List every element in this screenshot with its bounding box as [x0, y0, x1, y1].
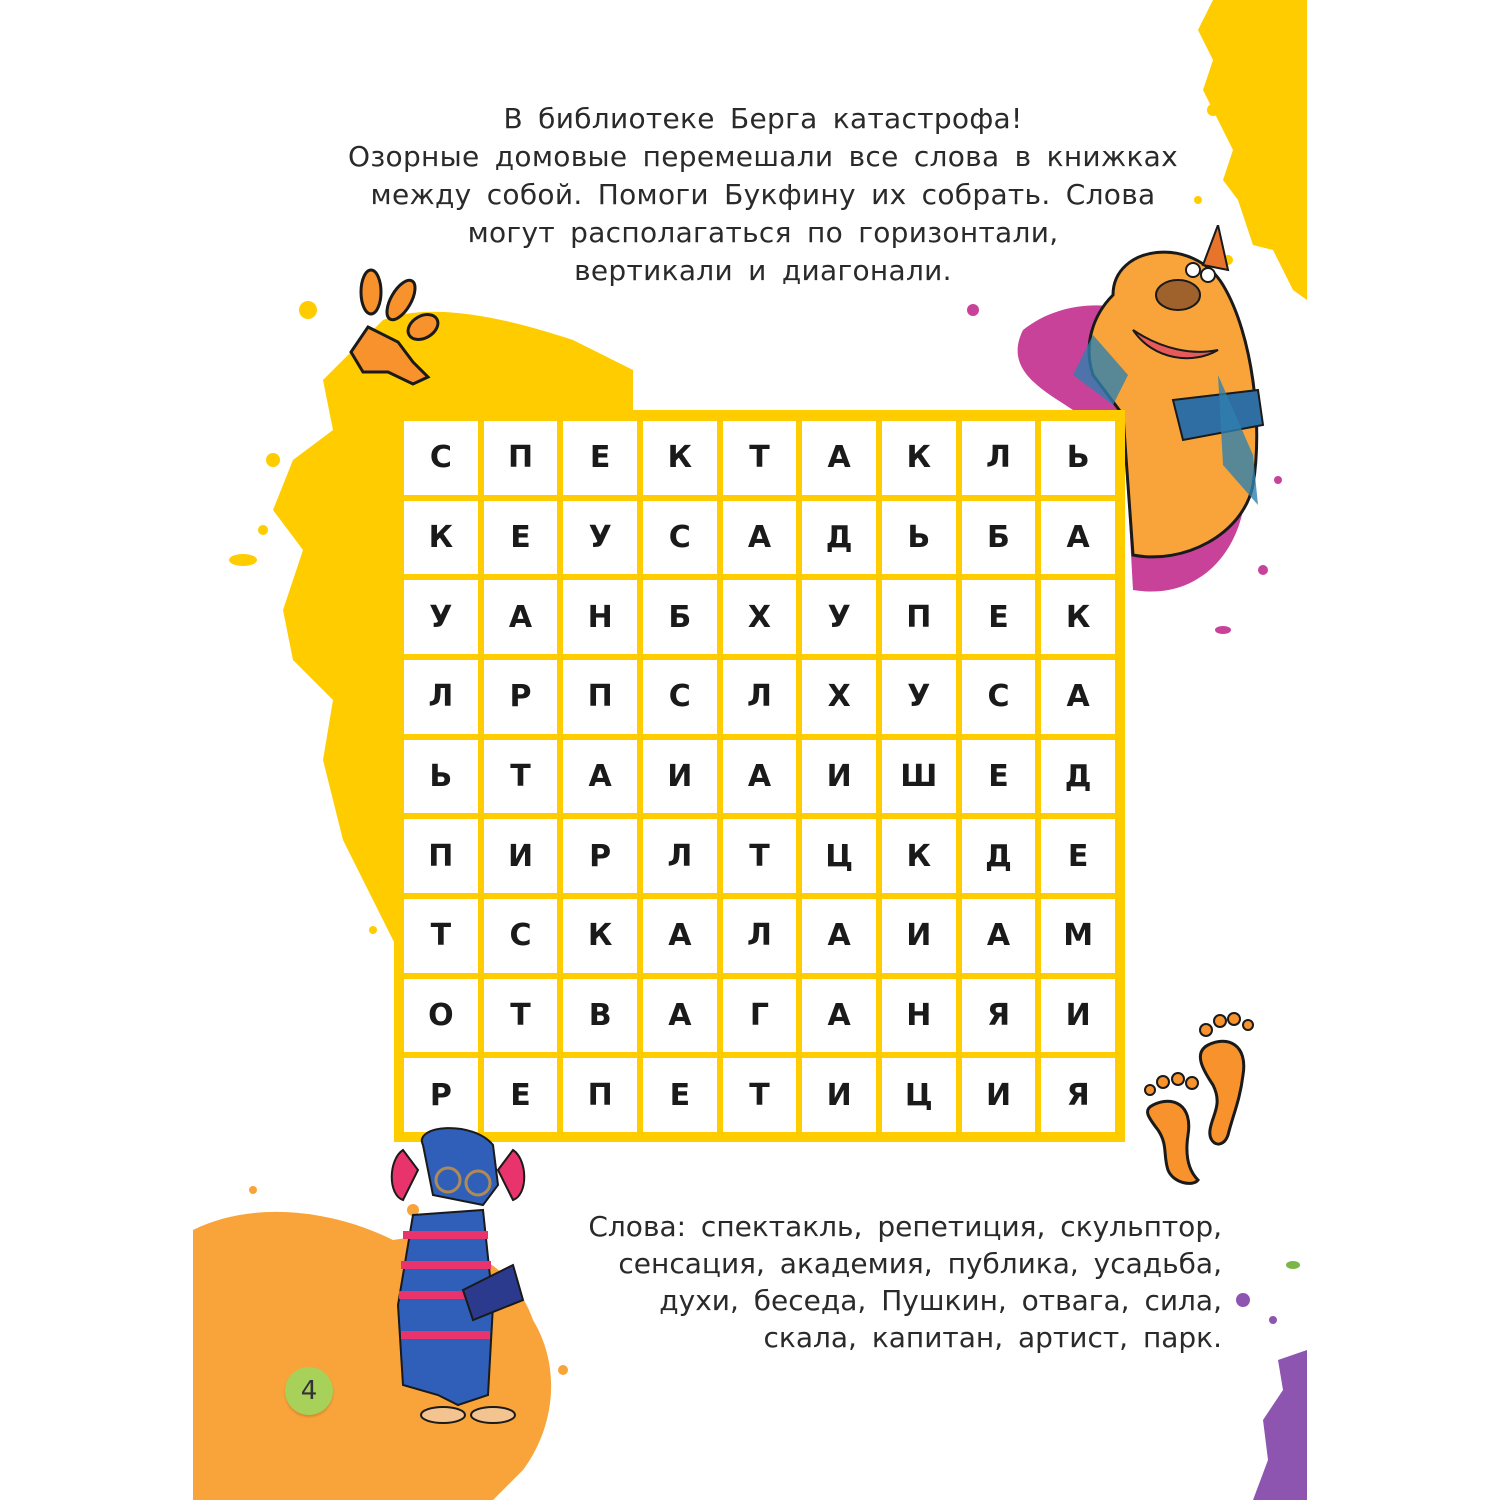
grid-cell[interactable]: У — [882, 660, 956, 734]
grid-cell[interactable]: Ц — [802, 819, 876, 893]
grid-cell[interactable]: П — [882, 580, 956, 654]
grid-cell[interactable]: М — [1041, 899, 1115, 973]
grid-cell[interactable]: И — [882, 899, 956, 973]
instructions-line: Озорные домовые перемешали все слова в книжках — [348, 140, 1178, 173]
grid-cell[interactable]: Л — [962, 421, 1036, 495]
grid-cell[interactable]: Х — [723, 580, 797, 654]
grid-cell[interactable]: И — [643, 740, 717, 814]
purple-paint-splash — [1233, 1240, 1307, 1500]
grid-cell[interactable]: Л — [723, 899, 797, 973]
handprint-icon — [333, 262, 443, 387]
grid-cell[interactable]: Т — [723, 819, 797, 893]
grid-cell[interactable]: В — [563, 979, 637, 1053]
grid-cell[interactable]: Д — [962, 819, 1036, 893]
instructions-line: вертикали и диагонали. — [574, 254, 952, 287]
grid-cell[interactable]: О — [404, 979, 478, 1053]
grid-cell[interactable]: А — [723, 740, 797, 814]
grid-cell[interactable]: Л — [723, 660, 797, 734]
grid-cell[interactable]: К — [882, 819, 956, 893]
grid-cell[interactable]: С — [484, 899, 558, 973]
grid-cell[interactable]: К — [563, 899, 637, 973]
grid-cell[interactable]: С — [643, 660, 717, 734]
grid-cell[interactable]: А — [1041, 660, 1115, 734]
grid-cell[interactable]: Н — [563, 580, 637, 654]
grid-cell[interactable]: Т — [484, 740, 558, 814]
footprints-icon — [1138, 1005, 1268, 1185]
word-search-grid — [394, 410, 1125, 1142]
word-list — [562, 1208, 1222, 1356]
grid-cell[interactable]: К — [404, 501, 478, 575]
grid-cell[interactable]: С — [404, 421, 478, 495]
grid-cell[interactable]: Е — [962, 740, 1036, 814]
grid-cell[interactable]: Н — [882, 979, 956, 1053]
grid-cell[interactable]: У — [404, 580, 478, 654]
grid-cell[interactable]: Е — [1041, 819, 1115, 893]
word-list-line: духи, беседа, Пушкин, отвага, сила, — [659, 1284, 1222, 1317]
grid-cell[interactable]: Ц — [882, 1058, 956, 1132]
word-list-line: Слова: спектакль, репетиция, скульптор, — [588, 1210, 1222, 1243]
grid-cell[interactable]: Т — [723, 1058, 797, 1132]
grid-cell[interactable]: П — [484, 421, 558, 495]
grid-cell[interactable]: А — [563, 740, 637, 814]
grid-cell[interactable]: К — [1041, 580, 1115, 654]
grid-cell[interactable]: А — [643, 979, 717, 1053]
grid-cell[interactable]: Д — [802, 501, 876, 575]
word-list-line: сенсация, академия, публика, усадьба, — [618, 1247, 1222, 1280]
grid-cell[interactable]: Б — [643, 580, 717, 654]
grid-cell[interactable]: А — [723, 501, 797, 575]
word-list-line: скала, капитан, артист, парк. — [763, 1321, 1222, 1354]
grid-cell[interactable]: А — [1041, 501, 1115, 575]
grid-cell[interactable]: П — [563, 1058, 637, 1132]
book-page — [193, 0, 1307, 1500]
grid-cell[interactable]: И — [802, 1058, 876, 1132]
instructions-line: между собой. Помоги Букфину их собрать. Слова — [370, 178, 1156, 211]
reader-character — [363, 1125, 563, 1435]
grid-cell[interactable]: А — [802, 421, 876, 495]
grid-cell[interactable]: Ь — [1041, 421, 1115, 495]
instructions-line: В библиотеке Берга катастрофа! — [503, 102, 1023, 135]
grid-cell[interactable]: И — [484, 819, 558, 893]
grid-cell[interactable]: Б — [962, 501, 1036, 575]
grid-cell[interactable]: Ь — [404, 740, 478, 814]
grid-cell[interactable]: Я — [1041, 1058, 1115, 1132]
grid-cell[interactable]: Ь — [882, 501, 956, 575]
grid-cell[interactable]: Т — [404, 899, 478, 973]
grid-cell[interactable]: Р — [484, 660, 558, 734]
grid-cell[interactable]: А — [802, 899, 876, 973]
grid-cell[interactable]: Т — [484, 979, 558, 1053]
grid-cell[interactable]: П — [404, 819, 478, 893]
grid-cell[interactable]: А — [802, 979, 876, 1053]
grid-cell[interactable]: Х — [802, 660, 876, 734]
grid-cell[interactable]: И — [802, 740, 876, 814]
grid-cell[interactable]: А — [643, 899, 717, 973]
grid-cell[interactable]: Е — [484, 1058, 558, 1132]
grid-cell[interactable]: Т — [723, 421, 797, 495]
grid-cell[interactable]: Е — [563, 421, 637, 495]
grid-cell[interactable]: К — [643, 421, 717, 495]
grid-cell[interactable]: Р — [563, 819, 637, 893]
grid-cell[interactable]: Г — [723, 979, 797, 1053]
grid-cell[interactable]: У — [802, 580, 876, 654]
grid-cell[interactable]: П — [563, 660, 637, 734]
grid-cell[interactable]: И — [1041, 979, 1115, 1053]
grid-cell[interactable]: Л — [643, 819, 717, 893]
grid-cell[interactable]: К — [882, 421, 956, 495]
grid-cell[interactable]: Е — [643, 1058, 717, 1132]
grid-cell[interactable]: Ш — [882, 740, 956, 814]
grid-cell[interactable]: С — [643, 501, 717, 575]
page-number: 4 — [285, 1367, 333, 1415]
grid-cell[interactable]: С — [962, 660, 1036, 734]
grid-cell[interactable]: Д — [1041, 740, 1115, 814]
grid-cell[interactable]: Е — [962, 580, 1036, 654]
grid-cell[interactable]: Я — [962, 979, 1036, 1053]
instructions-line: могут располагаться по горизонтали, — [467, 216, 1059, 249]
grid-cell[interactable]: Р — [404, 1058, 478, 1132]
grid-cell[interactable]: А — [962, 899, 1036, 973]
grid-cell[interactable]: Л — [404, 660, 478, 734]
grid-cell[interactable]: А — [484, 580, 558, 654]
grid-cell[interactable]: Е — [484, 501, 558, 575]
grid-cell[interactable]: У — [563, 501, 637, 575]
grid-cell[interactable]: И — [962, 1058, 1036, 1132]
